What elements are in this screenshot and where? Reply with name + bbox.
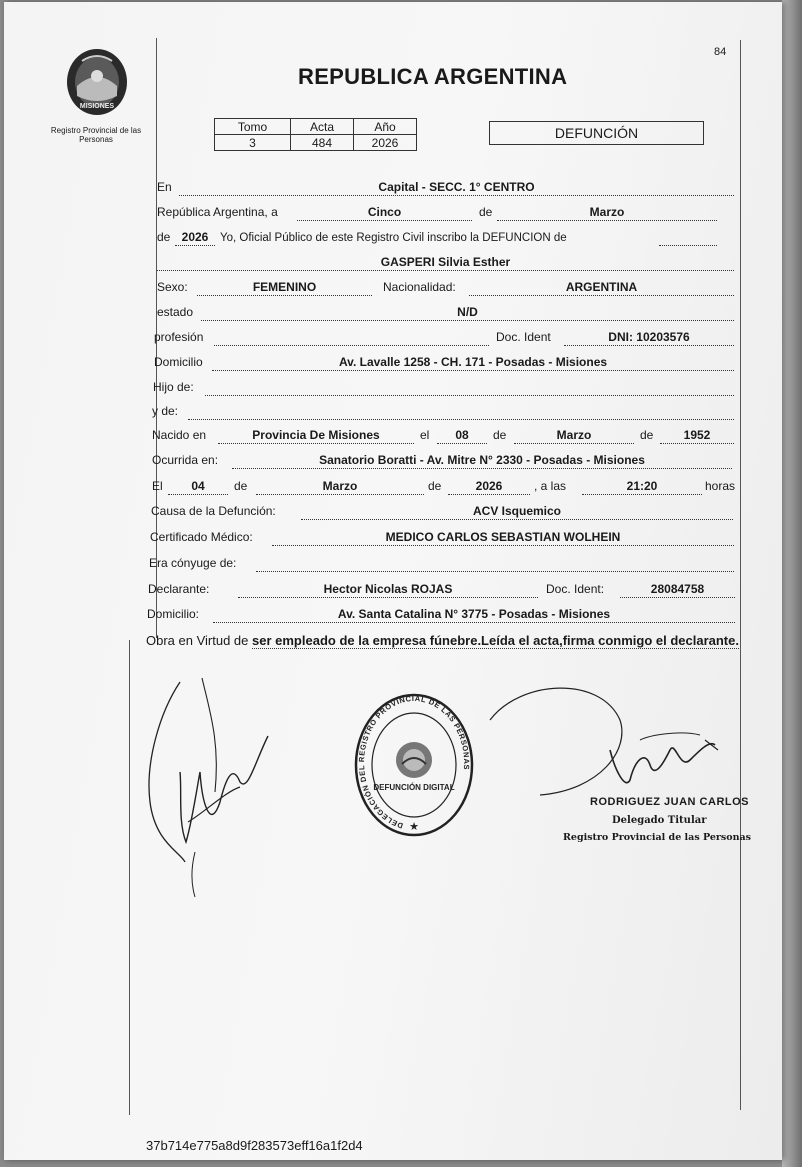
profesion-label: profesión	[154, 330, 204, 344]
doc2-value: 28084758	[620, 581, 735, 598]
en-label: En	[157, 180, 172, 194]
acta-value-row	[215, 135, 417, 151]
registry-name: Registro Provincial de las Personas	[50, 126, 142, 144]
profesion-value	[214, 329, 489, 346]
causa-value: ACV Isquemico	[301, 503, 733, 520]
declarante-value: Hector Nicolas ROJAS	[238, 581, 538, 598]
conyuge-value	[256, 555, 734, 572]
row-ocurrida	[152, 451, 737, 469]
death-day: 04	[168, 478, 228, 495]
de4-label: de	[640, 428, 654, 442]
domicilio2-label: Domicilio:	[147, 607, 200, 621]
birth-day: 08	[437, 427, 487, 444]
nacido-label: Nacido en	[152, 428, 207, 442]
margin-line-right	[740, 40, 741, 1110]
de5-label: de	[234, 479, 248, 493]
sexo-value: FEMENINO	[197, 279, 372, 296]
page-edge-shadow	[782, 0, 802, 1167]
document-type: DEFUNCIÓN	[489, 121, 704, 145]
hijo-value	[205, 379, 734, 396]
nacido-value: Provincia De Misiones	[218, 427, 414, 444]
ocurrida-label: Ocurrida en:	[152, 453, 219, 467]
row-conyuge	[149, 554, 737, 572]
row-sexo	[157, 278, 737, 296]
row-inscribo	[157, 228, 737, 246]
sexo-label: Sexo:	[157, 280, 188, 294]
causa-label: Causa de la Defunción:	[151, 504, 276, 518]
acta-header: Acta	[291, 119, 354, 135]
tomo-value: 3	[215, 135, 291, 151]
el2-label: El	[152, 479, 163, 493]
acta-header-row	[215, 119, 417, 135]
month-value: Marzo	[497, 204, 717, 221]
yde-value	[188, 403, 734, 420]
estado-label: estado	[157, 305, 194, 319]
inscribo-text: Yo, Oficial Público de este Registro Civil inscribo la DEFUNCION de	[220, 232, 567, 244]
row-domicilio	[154, 353, 737, 371]
nacionalidad-value: ARGENTINA	[469, 279, 734, 296]
row-yde	[152, 402, 737, 420]
logo-text: MISIONES	[79, 103, 115, 110]
death-month: Marzo	[256, 478, 424, 495]
estado-value: N/D	[201, 304, 734, 321]
conyuge-label: Era cónyuge de:	[149, 556, 237, 570]
page-number: 84	[714, 46, 727, 58]
row-nacido	[152, 426, 737, 444]
row-fecha	[157, 203, 737, 221]
el-label: el	[420, 428, 430, 442]
domicilio2-value: Av. Santa Catalina N° 3775 - Posadas - Misiones	[213, 606, 735, 623]
en-value: Capital - SECC. 1° CENTRO	[179, 179, 734, 196]
de3-label: de	[493, 428, 507, 442]
inscribo-blank	[659, 229, 717, 246]
republica-label: República Argentina, a	[157, 205, 278, 219]
death-year: 2026	[448, 478, 530, 495]
seal-ring-text: DELEGACIÓN DEL REGISTRO PROVINCIAL DE LAS PERSONAS	[357, 693, 472, 831]
ocurrida-value: Sanatorio Boratti - Av. Mitre N° 2330 - Posadas - Misiones	[232, 452, 732, 469]
obra-prefix: Obra en Virtud de	[146, 633, 249, 648]
anio-header: Año	[354, 119, 417, 135]
declarante-label: Declarante:	[148, 582, 210, 596]
official-name: RODRIGUEZ JUAN CARLOS	[590, 796, 750, 808]
row-hijo	[153, 378, 737, 396]
official-role: Delegado Titular	[612, 815, 707, 826]
birth-month: Marzo	[514, 427, 634, 444]
certificado-label: Certificado Médico:	[150, 530, 253, 544]
acta-value: 484	[291, 135, 354, 151]
document-hash: 37b714e775a8d9f283573eff16a1f2d4	[146, 1138, 363, 1153]
alas-label: , a las	[534, 479, 567, 493]
de-label: de	[479, 205, 493, 219]
row-declarante	[148, 580, 740, 598]
tomo-header: Tomo	[215, 119, 291, 135]
seal-inner-text: DEFUNCIÓN DIGITAL	[373, 783, 455, 792]
row-estado	[157, 303, 737, 321]
name-value: GASPERI Silvia Esther	[157, 254, 734, 271]
row-certificado	[150, 528, 737, 546]
anio-value: 2026	[354, 135, 417, 151]
row-causa	[151, 502, 737, 520]
day-value: Cinco	[297, 204, 472, 221]
provincial-logo	[62, 46, 132, 118]
horas-label: horas	[705, 479, 736, 493]
row-en	[157, 178, 737, 196]
obra-text: ser empleado de la empresa fúnebre.Leída el acta,firma conmigo el declarante.	[252, 633, 739, 648]
row-nombre	[157, 253, 737, 271]
domicilio-value: Av. Lavalle 1258 - CH. 171 - Posadas - Misiones	[212, 354, 734, 371]
row-profesion	[154, 328, 737, 346]
obra-paragraph	[146, 630, 754, 652]
official-signature	[480, 680, 730, 810]
nacionalidad-label: Nacionalidad:	[383, 280, 456, 294]
official-seal	[354, 690, 474, 840]
certificado-value: MEDICO CARLOS SEBASTIAN WOLHEIN	[272, 529, 734, 546]
death-time: 21:20	[582, 478, 702, 495]
row-fecha-defuncion	[152, 477, 742, 495]
de2-label: de	[157, 230, 171, 244]
doc2-label: Doc. Ident:	[546, 582, 605, 596]
declarant-signature	[140, 672, 280, 902]
acta-table	[214, 118, 417, 151]
row-domicilio-declarante	[147, 605, 740, 623]
domicilio-label: Domicilio	[154, 355, 203, 369]
hijo-label: Hijo de:	[153, 380, 194, 394]
official-org: Registro Provincial de las Personas	[563, 832, 752, 843]
year-value: 2026	[175, 229, 215, 246]
birth-year: 1952	[660, 427, 734, 444]
doc-label: Doc. Ident	[496, 330, 551, 344]
document-title: REPUBLICA ARGENTINA	[298, 64, 568, 89]
doc-value: DNI: 10203576	[564, 329, 734, 346]
de6-label: de	[428, 479, 442, 493]
svg-text:★: ★	[409, 820, 419, 833]
margin-line-left-lower	[129, 640, 130, 1115]
yde-label: y de:	[152, 404, 179, 418]
